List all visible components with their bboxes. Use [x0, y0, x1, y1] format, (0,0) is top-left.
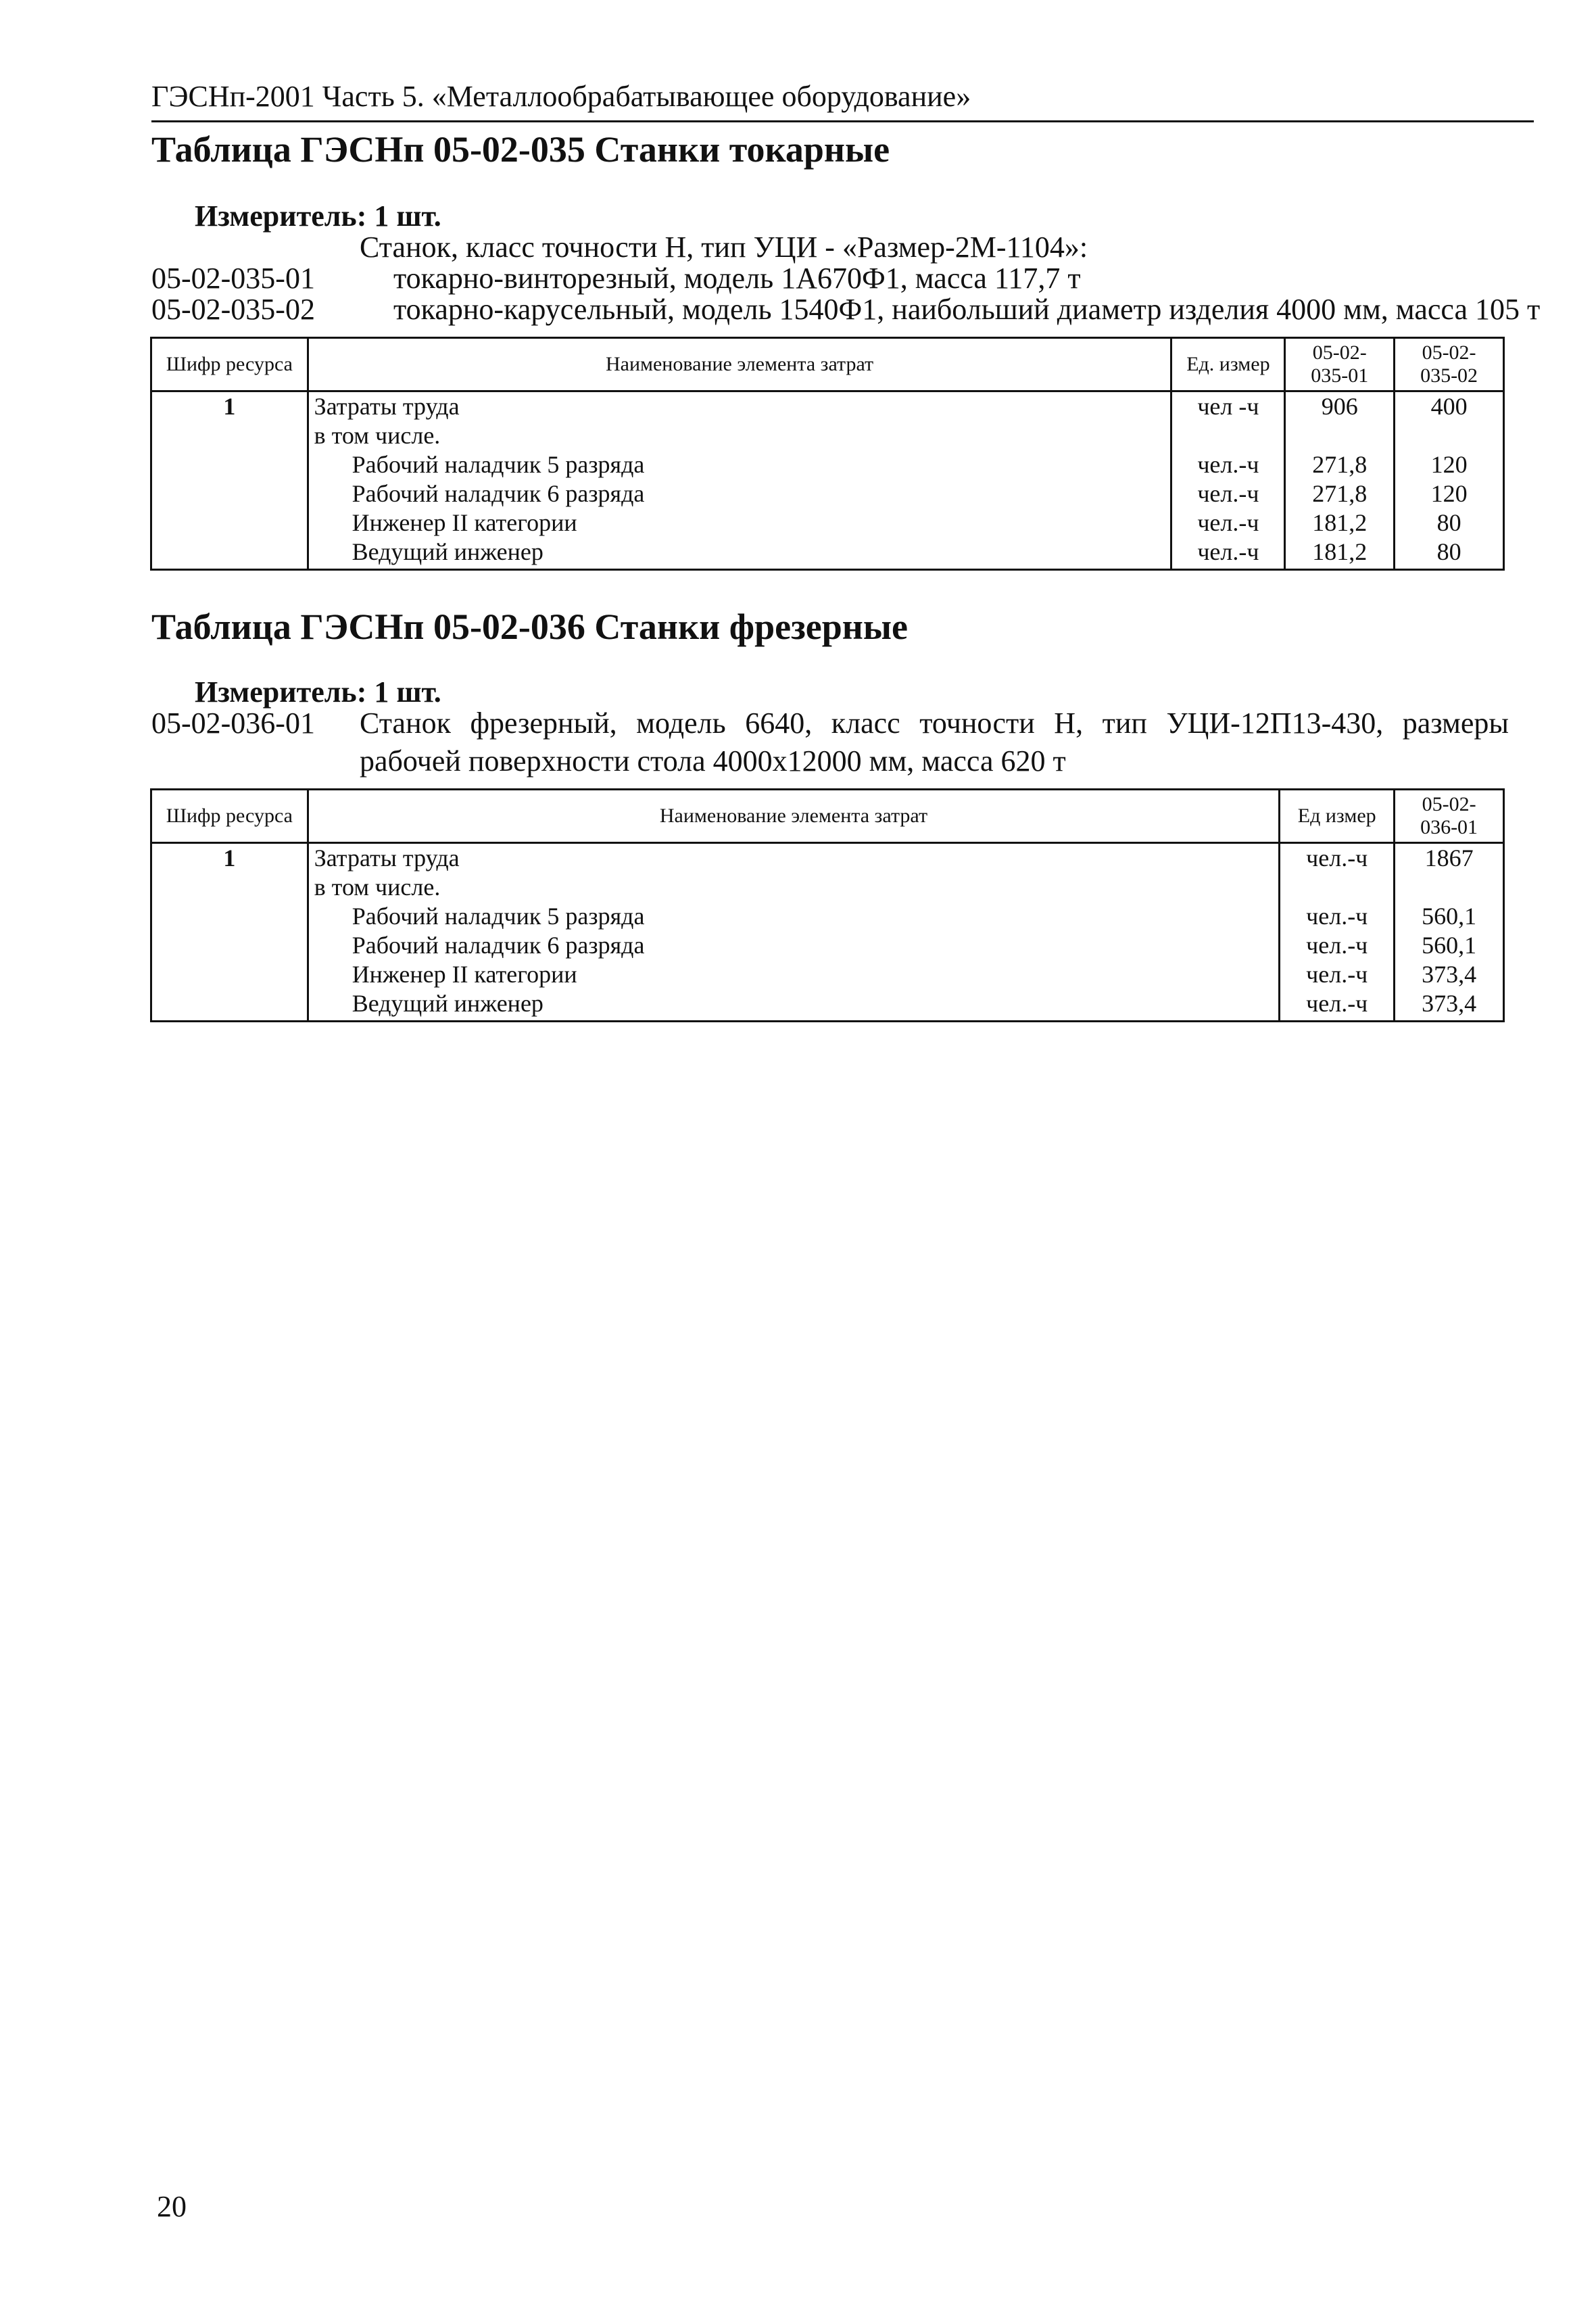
unit-value [1178, 421, 1278, 450]
header-col-036-01-line2: 036-01 [1420, 816, 1478, 838]
section2-measure: Измеритель: 1 шт. [195, 675, 441, 709]
unit-value: чел.-ч [1306, 844, 1368, 872]
cost-value: 560,1 [1422, 932, 1477, 959]
section2-item-code: 05-02-036-01 [151, 707, 315, 740]
header-col-035-02 [1395, 338, 1504, 391]
resource-code: 1 [151, 843, 308, 1022]
page-number: 20 [157, 2190, 187, 2223]
section1-title: Таблица ГЭСНп 05-02-035 Станки токарные [151, 129, 890, 170]
cost-item-name: Рабочий наладчик 6 разряда [352, 932, 645, 959]
cost-value: 373,4 [1422, 961, 1477, 988]
section1-item-desc-1: токарно-винторезный, модель 1А670Ф1, масса 117,7 т [393, 262, 1081, 295]
section2-title: Таблица ГЭСНп 05-02-036 Станки фрезерные [151, 606, 909, 647]
cost-value: 271,8 [1312, 451, 1368, 478]
resource-names [308, 391, 1171, 570]
section1-item-desc-2: токарно-карусельный, модель 1540Ф1, наибольший диаметр изделия 4000 мм, масса 105 т [393, 293, 1541, 326]
cost-value: 80 [1436, 509, 1461, 536]
cost-value: 906 [1321, 393, 1358, 420]
unit-value: чел.-ч [1197, 480, 1259, 507]
header-code: Шифр ресурса [151, 338, 308, 391]
cost-value: 80 [1436, 538, 1461, 565]
values-035-02 [1395, 391, 1504, 570]
unit-value: чел.-ч [1306, 990, 1368, 1017]
header-col-035-01-line1: 05-02- [1312, 341, 1367, 364]
header-unit: Ед. измер [1171, 338, 1285, 391]
cost-value: 181,2 [1312, 538, 1368, 565]
cost-value: 400 [1430, 393, 1468, 420]
table-row [151, 391, 1504, 570]
header-name: Наименование элемента затрат [308, 338, 1171, 391]
cost-value: 120 [1430, 451, 1468, 478]
cost-item-name: Затраты труда [314, 393, 460, 420]
cost-value: 560,1 [1422, 903, 1477, 930]
header-col-035-02-line2: 035-02 [1420, 364, 1478, 387]
cost-item-name: Затраты труда [314, 844, 460, 872]
cost-item-name: Рабочий наладчик 6 разряда [352, 480, 645, 507]
header-col-036-01 [1395, 790, 1504, 843]
cost-item-name: Ведущий инженер [352, 538, 543, 565]
table-row [151, 843, 1504, 1022]
header-col-035-01 [1285, 338, 1395, 391]
unit-value: чел.-ч [1306, 932, 1368, 959]
cost-item-name: Инженер II категории [352, 961, 577, 988]
unit-value: чел.-ч [1306, 961, 1368, 988]
unit-value: чел -ч [1197, 393, 1259, 420]
unit-value: чел.-ч [1306, 903, 1368, 930]
values-035-01 [1285, 391, 1395, 570]
page-header: ГЭСНп-2001 Часть 5. «Металлообрабатывающее оборудование» [151, 76, 1534, 122]
cost-item-name: Рабочий наладчик 5 разряда [352, 451, 645, 478]
section1-group-desc: Станок, класс точности Н, тип УЦИ - «Размер-2М-1104»: [360, 231, 1088, 264]
unit-value: чел.-ч [1197, 509, 1259, 536]
header-col-036-01-line1: 05-02- [1422, 793, 1476, 815]
resource-names [308, 843, 1280, 1022]
cost-value: 271,8 [1312, 480, 1368, 507]
cost-value: 373,4 [1422, 990, 1477, 1017]
header-code: Шифр ресурса [151, 790, 308, 843]
cost-value: 181,2 [1312, 509, 1368, 536]
header-unit: Ед измер [1280, 790, 1395, 843]
cost-item-name: Рабочий наладчик 5 разряда [352, 903, 645, 930]
cost-value [1291, 421, 1388, 450]
resource-units [1171, 391, 1285, 570]
section1-resource-table [150, 337, 1505, 571]
cost-item-name: в том числе. [314, 874, 441, 901]
unit-value [1286, 873, 1388, 902]
cost-value: 120 [1430, 480, 1468, 507]
cost-value [1401, 873, 1497, 902]
values-036-01 [1395, 843, 1504, 1022]
section1-item-code-1: 05-02-035-01 [151, 262, 315, 295]
section1-item-code-2: 05-02-035-02 [151, 293, 315, 326]
header-col-035-02-line1: 05-02- [1422, 341, 1476, 364]
section2-resource-table [150, 788, 1505, 1022]
unit-value: чел.-ч [1197, 451, 1259, 478]
header-name: Наименование элемента затрат [308, 790, 1280, 843]
cost-value [1401, 421, 1497, 450]
cost-value: 1867 [1424, 844, 1474, 872]
resource-code: 1 [151, 391, 308, 570]
section2-item-desc: Станок фрезерный, модель 6640, класс точности Н, тип УЦИ-12П13-430, размеры рабочей поверхности стола 4000x12000 мм, масса 620 т [360, 707, 1509, 778]
resource-units [1280, 843, 1395, 1022]
section1-measure: Измеритель: 1 шт. [195, 199, 441, 233]
cost-item-name: в том числе. [314, 422, 441, 449]
cost-item-name: Инженер II категории [352, 509, 577, 536]
unit-value: чел.-ч [1197, 538, 1259, 565]
header-col-035-01-line2: 035-01 [1311, 364, 1369, 387]
cost-item-name: Ведущий инженер [352, 990, 543, 1017]
